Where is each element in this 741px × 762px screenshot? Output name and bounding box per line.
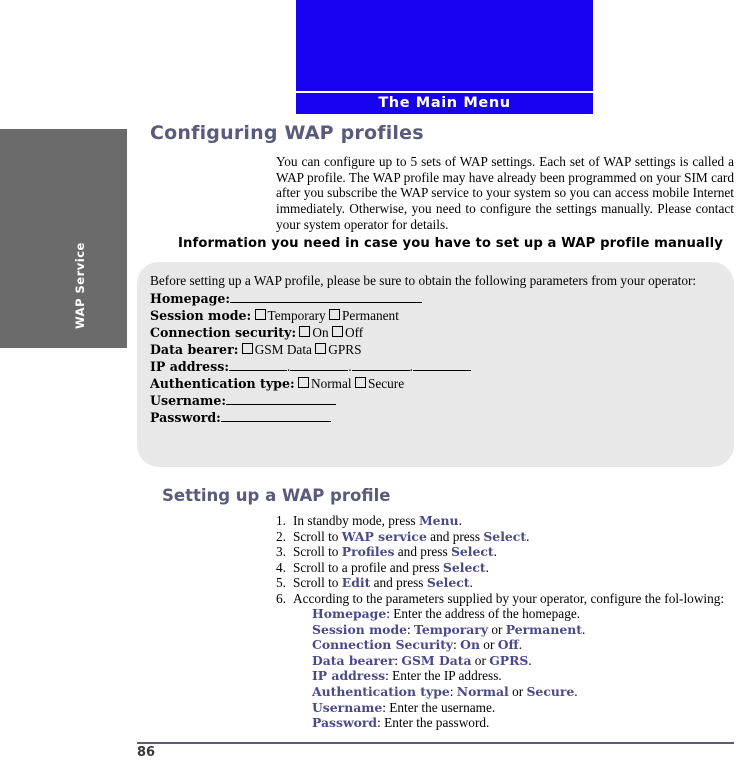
param-value-normal: Normal (456, 684, 509, 700)
ip-octet-2[interactable] (290, 370, 348, 371)
list-item (276, 529, 736, 545)
checkbox-icon-auth-secure[interactable] (355, 377, 366, 388)
keyword-select: Select (450, 544, 494, 560)
param-text-session-mode: : (407, 621, 415, 637)
list-item (312, 700, 736, 716)
list-item (312, 653, 736, 669)
param-text-password: : Enter the password. (377, 715, 490, 731)
param-label-password: Password (312, 715, 378, 731)
param-or-2: or (479, 637, 498, 653)
param-label-connection-security: Connection Security (312, 637, 454, 653)
intro-paragraph: You can configure up to 5 sets of WAP settings. Each set of WAP settings is called a WAP profile. The WAP profile may have already been programmed on your SIM card after you subscribe the WAP service to your system so you can access mobile Internet immediately. Otherwise, you need to configure the settings manually. Please contact your system operator for details. (276, 154, 734, 232)
field-connection-security (150, 325, 720, 341)
option-gsm-data: GSM Data (254, 341, 312, 357)
checkbox-icon-auth-normal[interactable] (298, 377, 309, 388)
step-number: 3. (276, 544, 286, 560)
param-label-session-mode: Session mode (312, 621, 407, 637)
option-auth-secure: Secure (367, 375, 405, 391)
checkbox-icon-gprs[interactable] (315, 343, 326, 354)
field-authentication-type (150, 376, 720, 392)
sub-heading: Information you need in case you have to set up a WAP profile manually (178, 236, 723, 251)
step-text-pre: In standby mode, press (293, 513, 419, 528)
banner-title: The Main Menu (378, 95, 511, 111)
param-label-homepage: Homepage (312, 606, 387, 622)
param-or-4: or (508, 684, 527, 700)
list-item (312, 715, 736, 731)
param-value-gprs: GPRS (489, 652, 529, 668)
option-gprs: GPRS (328, 341, 362, 357)
keyword-select: Select (442, 559, 486, 575)
step-text-post: . (469, 575, 473, 591)
field-homepage (150, 291, 720, 307)
list-item (276, 575, 736, 591)
step-number: 5. (276, 575, 286, 591)
page-number: 86 (137, 745, 156, 760)
option-permanent: Permanent (342, 307, 399, 323)
sub-parameter-list (312, 606, 736, 730)
param-label-data-bearer: Data bearer (312, 652, 395, 668)
keyword-select: Select (483, 528, 527, 544)
param-value-secure: Secure (526, 684, 575, 700)
list-item (312, 684, 736, 700)
list-item (312, 637, 736, 653)
list-item (276, 544, 736, 560)
username-blank[interactable] (226, 404, 336, 405)
step-number: 6. (276, 590, 286, 606)
step-number: 4. (276, 559, 286, 575)
param-end-2: . (518, 637, 523, 653)
field-label-password: Password: (150, 409, 221, 425)
field-label-authentication-type: Authentication type: (150, 375, 295, 391)
step-number: 1. (276, 513, 286, 528)
param-text-data-bearer: : (394, 652, 402, 668)
list-item (276, 591, 736, 731)
list-item (312, 622, 736, 638)
field-label-connection-security: Connection security: (150, 324, 297, 340)
step-number: 2. (276, 528, 286, 544)
param-text-connection-security: : (453, 637, 461, 653)
param-label-ip-address: IP address (312, 668, 386, 684)
ip-dot-1: . (287, 358, 291, 374)
ip-octet-3[interactable] (352, 370, 410, 371)
param-or-3: or (471, 652, 490, 668)
checkbox-icon-gsm-data[interactable] (242, 343, 253, 354)
box-lead-text: Before setting up a WAP profile, please be sure to obtain the following parameters from your operator: (150, 273, 697, 288)
footer-divider (137, 742, 734, 744)
param-text-homepage: : Enter the address of the homepage. (386, 606, 581, 622)
parameters-box (137, 262, 734, 467)
param-text-ip-address: : Enter the IP address. (385, 668, 502, 684)
option-auth-normal: Normal (310, 375, 352, 391)
field-label-username: Username: (150, 392, 227, 408)
param-value-off: Off (497, 637, 519, 653)
step-text-post: . (526, 528, 530, 544)
password-blank[interactable] (221, 421, 331, 422)
param-end-3: . (528, 652, 532, 668)
field-password (150, 410, 720, 426)
checkbox-icon-security-off[interactable] (332, 326, 343, 337)
param-label-authentication-type: Authentication type (312, 684, 450, 700)
param-value-gsm-data: GSM Data (401, 652, 472, 668)
param-value-temporary: Temporary (414, 621, 489, 637)
param-value-on: On (460, 637, 480, 653)
ip-dot-3: . (409, 358, 413, 374)
option-security-off: Off (345, 324, 364, 340)
keyword-select: Select (426, 575, 470, 591)
ip-octet-4[interactable] (413, 370, 471, 371)
step-text-mid: and press (370, 575, 427, 591)
field-ip-address (150, 359, 720, 375)
step-text-pre: Scroll to a profile and press (293, 559, 443, 575)
step-text-post: . (485, 559, 489, 575)
param-text-authentication-type: : (449, 684, 457, 700)
keyword-edit: Edit (341, 575, 371, 591)
option-security-on: On (312, 324, 329, 340)
param-text-username: : Enter the username. (382, 699, 496, 715)
param-label-username: Username (312, 699, 383, 715)
ip-octet-1[interactable] (229, 370, 287, 371)
ip-dot-2: . (348, 358, 352, 374)
keyword-menu: Menu (418, 513, 459, 528)
page-title: Configuring WAP profiles (150, 122, 424, 144)
field-label-session-mode: Session mode: (150, 307, 252, 323)
step-text-mid: and press (394, 544, 451, 560)
keyword-wap-service: WAP service (341, 528, 427, 544)
keyword-profiles: Profiles (341, 544, 395, 560)
field-label-homepage: Homepage: (150, 290, 231, 306)
checkbox-icon-security-on[interactable] (299, 326, 310, 337)
step-text-post: . (458, 513, 462, 528)
step-text-pre: Scroll to (293, 544, 342, 560)
option-temporary: Temporary (267, 307, 326, 323)
list-item (312, 606, 736, 622)
list-item (276, 513, 736, 529)
step-text-mid: and press (426, 528, 484, 544)
side-tab-label: WAP Service (73, 242, 87, 329)
checkbox-icon-permanent[interactable] (329, 309, 340, 320)
param-end-1: . (581, 621, 586, 637)
field-session-mode (150, 308, 720, 324)
step-text-pre: Scroll to (293, 575, 342, 591)
setup-heading: Setting up a WAP profile (162, 486, 391, 505)
steps-list (276, 513, 736, 731)
step-text-pre: According to the parameters supplied by your operator, configure the fol-lowing: (293, 590, 725, 606)
list-item (312, 668, 736, 684)
param-value-permanent: Permanent (505, 621, 582, 637)
field-data-bearer (150, 342, 720, 358)
param-or-1: or (488, 621, 506, 637)
checkbox-icon-temporary[interactable] (255, 309, 266, 320)
list-item (276, 560, 736, 576)
param-end-4: . (574, 684, 578, 700)
field-username (150, 393, 720, 409)
homepage-blank[interactable] (230, 302, 422, 303)
step-text-pre: Scroll to (293, 528, 342, 544)
field-label-ip-address: IP address: (150, 358, 229, 374)
step-text-post: . (493, 544, 497, 560)
field-label-data-bearer: Data bearer: (150, 341, 239, 357)
